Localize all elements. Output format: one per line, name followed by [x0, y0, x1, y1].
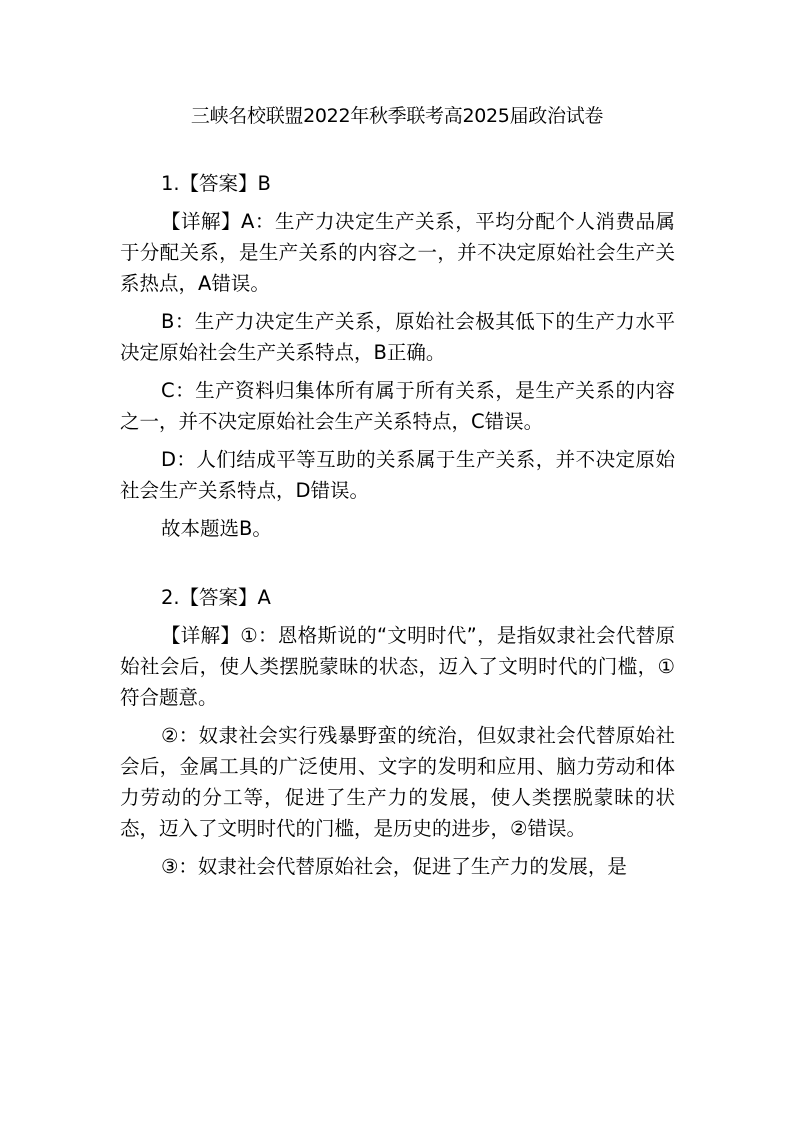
question-1-explanation: 【详解】A：生产力决定生产关系，平均分配个人消费品属于分配关系，是生产关系的内容之一，并不决定原始社会生产关系热点，A错误。: [120, 210, 675, 295]
document-title: 三峡名校联盟2022年秋季联考高2025届政治试卷: [190, 105, 604, 127]
question-2-point-2: ②：奴隶社会实行残暴野蛮的统治，但奴隶社会代替原始社会后，金属工具的广泛使用、文字的发明和应用、脑力劳动和体力劳动的分工等，促进了生产力的发展，使人类摆脱蒙昧的状态，迈入了文明时代的门槛，是历史的进步，②错误。: [120, 724, 675, 840]
question-1-option-b: B：生产力决定生产关系，原始社会极其低下的生产力水平决定原始社会生产关系特点，B正确。: [120, 310, 675, 364]
question-2-explanation: 【详解】①：恩格斯说的“文明时代”，是指奴隶社会代替原始社会后，使人类摆脱蒙昧的状态，迈入了文明时代的门槛，①符合题意。: [120, 624, 675, 709]
question-2-answer: 2.【答案】A: [160, 586, 271, 609]
question-1-option-d: D：人们结成平等互助的关系属于生产关系，并不决定原始社会生产关系特点，D错误。: [120, 448, 675, 502]
question-1-conclusion: 故本题选B。: [160, 517, 272, 540]
section-gap: [120, 551, 675, 582]
question-1-option-c: C：生产资料归集体所有属于所有关系，是生产关系的内容之一，并不决定原始社会生产关系特点，C错误。: [120, 379, 675, 433]
document-body: [120, 168, 675, 889]
question-1-answer: 1.【答案】B: [160, 172, 271, 195]
question-2-point-3: ③：奴隶社会代替原始社会，促进了生产力的发展，是: [160, 855, 627, 878]
